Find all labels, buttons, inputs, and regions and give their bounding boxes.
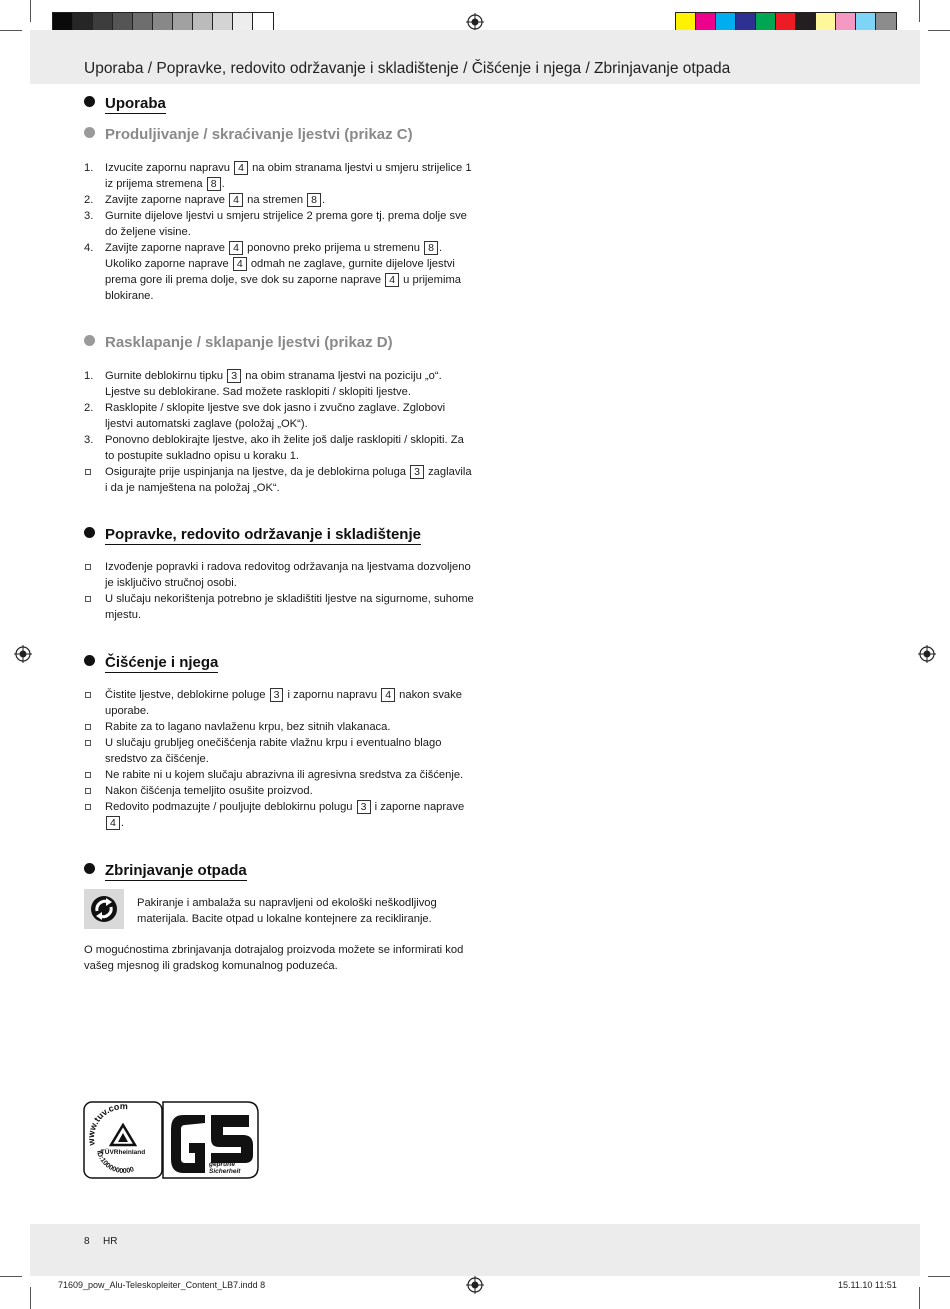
part-number-box: 4	[234, 161, 248, 175]
checkbox-bullet-icon	[85, 564, 91, 570]
checkbox-bullet-icon	[85, 788, 91, 794]
crop-mark	[928, 1276, 950, 1277]
registration-mark-icon	[466, 1276, 484, 1294]
crop-mark	[30, 0, 31, 22]
crop-mark	[30, 1287, 31, 1309]
part-number-box: 3	[227, 369, 241, 383]
part-number-box: 8	[424, 241, 438, 255]
produljivanje-steps	[84, 160, 474, 304]
checkbox-bullet-icon	[85, 804, 91, 810]
tuv-url-text: www.tuv.com	[85, 1101, 129, 1147]
registration-mark-icon	[466, 13, 484, 31]
crop-mark	[919, 0, 920, 22]
checkbox-bullet-icon	[85, 724, 91, 730]
crop-mark	[0, 1276, 22, 1277]
checkbox-bullet-icon	[85, 469, 91, 475]
list-item: 4. Zavijte zaporne naprave 4 ponovno preko prijema u stremenu 8 . Ukoliko zaporne naprave 4 odmah ne zaglave, gurnite dijelove ljestvi prema gore ili prema dolje, sve dok su zaporne naprave 4 u prijemima blokirane.	[84, 242, 461, 302]
checkbox-bullet-icon	[85, 596, 91, 602]
part-number-box: 4	[229, 193, 243, 207]
disposal-info: O mogućnostima zbrinjavanja dotrajalog proizvoda možete se informirati kod vašeg mjesnog ili gradskog komunalnog poduzeća.	[84, 944, 464, 972]
list-item: 2. Zavijte zaporne naprave 4 na stremen 8 .	[84, 194, 326, 206]
recycle-icon	[84, 889, 124, 929]
gs-text-line2: Sicherheit	[209, 1168, 241, 1175]
crop-mark	[0, 30, 22, 31]
bullet-dot	[84, 127, 95, 138]
part-number-box: 8	[207, 177, 221, 191]
language-code: HR	[103, 1236, 118, 1247]
bullet-dot	[84, 335, 95, 346]
part-number-box: 4	[233, 257, 247, 271]
crop-mark	[919, 1287, 920, 1309]
page-title: Uporaba / Popravke, redovito održavanje i skladištenje / Čišćenje i njega / Zbrinjavanje otpada	[84, 60, 731, 77]
list-item: 1. Gurnite deblokirnu tipku 3 na obim stranama ljestvi na poziciju „o“. Ljestve su deblokirane. Sad možete rasklopiti / sklopiti ljestve.	[84, 370, 442, 398]
registration-mark-icon	[918, 645, 936, 663]
footer-band	[30, 1224, 920, 1276]
list-item: 2. Rasklopite / sklopite ljestve sve dok jasno i zvučno zaglave. Zglobovi ljestvi automatski zaglave (položaj „OK“).	[84, 402, 446, 430]
bullet-dot	[84, 96, 95, 107]
list-item: Ne rabite ni u kojem slučaju abrazivna ili agresivna sredstva za čišćenje.	[84, 767, 474, 783]
crop-mark	[928, 30, 950, 31]
list-item: Redovito podmazujte / pouljujte deblokirnu polugu 3 i zaporne naprave 4 .	[84, 799, 474, 831]
list-item: U slučaju grubljeg onečišćenja rabite vlažnu krpu i eventualno blago sredstvo za čišćenje.	[84, 735, 474, 767]
section-heading-ciscenje: Čišćenje i njega	[84, 654, 218, 671]
list-item: 3. Ponovno deblokirajte ljestve, ako ih želite još dalje rasklopiti / sklopiti. Za to postupite sukladno opisu u koraku 1.	[84, 434, 464, 462]
registration-mark-icon	[14, 645, 32, 663]
subsection-heading-produljivanje: Produljivanje / skraćivanje ljestvi (prikaz C)	[84, 126, 413, 143]
bullet-dot	[84, 655, 95, 666]
slug-date: 15.11.10 11:51	[838, 1280, 897, 1290]
page-number: 8	[84, 1236, 90, 1247]
tuv-triangle-icon	[111, 1125, 135, 1145]
list-item: Nakon čišćenja temeljito osušite proizvod.	[84, 783, 474, 799]
list-item: Čistite ljestve, deblokirne poluge 3 i zapornu napravu 4 nakon svake uporabe.	[84, 687, 474, 719]
list-item: 3. Gurnite dijelove ljestvi u smjeru strijelice 2 prema gore tj. prema dolje sve do željene visine.	[84, 210, 467, 238]
popravke-list	[84, 559, 474, 623]
list-item: Izvođenje popravki i radova redovitog održavanja na ljestvama dozvoljeno je isključivo stručnoj osobi.	[84, 559, 474, 591]
section-heading-zbrinjavanje: Zbrinjavanje otpada	[84, 862, 247, 879]
part-number-box: 4	[229, 241, 243, 255]
list-item: Osigurajte prije uspinjanja na ljestve, da je deblokirna poluga 3 zaglavila i da je namještena na položaj „OK“.	[84, 464, 474, 496]
certification-logo	[83, 1101, 259, 1179]
part-number-box: 8	[307, 193, 321, 207]
tuv-brand-text: TÜVRheinland	[100, 1149, 146, 1156]
part-number-box: 4	[106, 816, 120, 830]
bullet-dot	[84, 527, 95, 538]
section-heading-uporaba: Uporaba	[84, 95, 166, 112]
part-number-box: 3	[270, 688, 284, 702]
list-item: Rabite za to lagano navlaženu krpu, bez sitnih vlakanaca.	[84, 719, 474, 735]
slug-filename: 71609_pow_Alu-Teleskopleiter_Content_LB7.indd 8	[58, 1280, 266, 1290]
ciscenje-list	[84, 687, 474, 831]
list-item: 1. Izvucite zapornu napravu 4 na obim stranama ljestvi u smjeru strijelice 1 iz prijema stremena 8 .	[84, 162, 472, 190]
checkbox-bullet-icon	[85, 772, 91, 778]
part-number-box: 3	[410, 465, 424, 479]
part-number-box: 4	[381, 688, 395, 702]
recycle-logo-box	[84, 889, 124, 929]
recycle-text: Pakiranje i ambalaža su napravljeni od ekološki neškodljivog materijala. Bacite otpad u lokalne kontejnere za recikliranje.	[137, 897, 437, 925]
list-item: U slučaju nekorištenja potrebno je skladištiti ljestve na sigurnome, suhome mjestu.	[84, 591, 474, 623]
checkbox-bullet-icon	[85, 692, 91, 698]
part-number-box: 3	[357, 800, 371, 814]
rasklapanje-steps	[84, 368, 474, 496]
gs-text-line1: geprüfte	[209, 1161, 235, 1168]
checkbox-bullet-icon	[85, 740, 91, 746]
tuv-id-text: ID:1000000000	[95, 1149, 136, 1176]
section-heading-popravke: Popravke, redovito održavanje i skladištenje	[84, 526, 421, 543]
subsection-heading-rasklapanje: Rasklapanje / sklapanje ljestvi (prikaz D)	[84, 334, 393, 351]
part-number-box: 4	[385, 273, 399, 287]
bullet-dot	[84, 863, 95, 874]
